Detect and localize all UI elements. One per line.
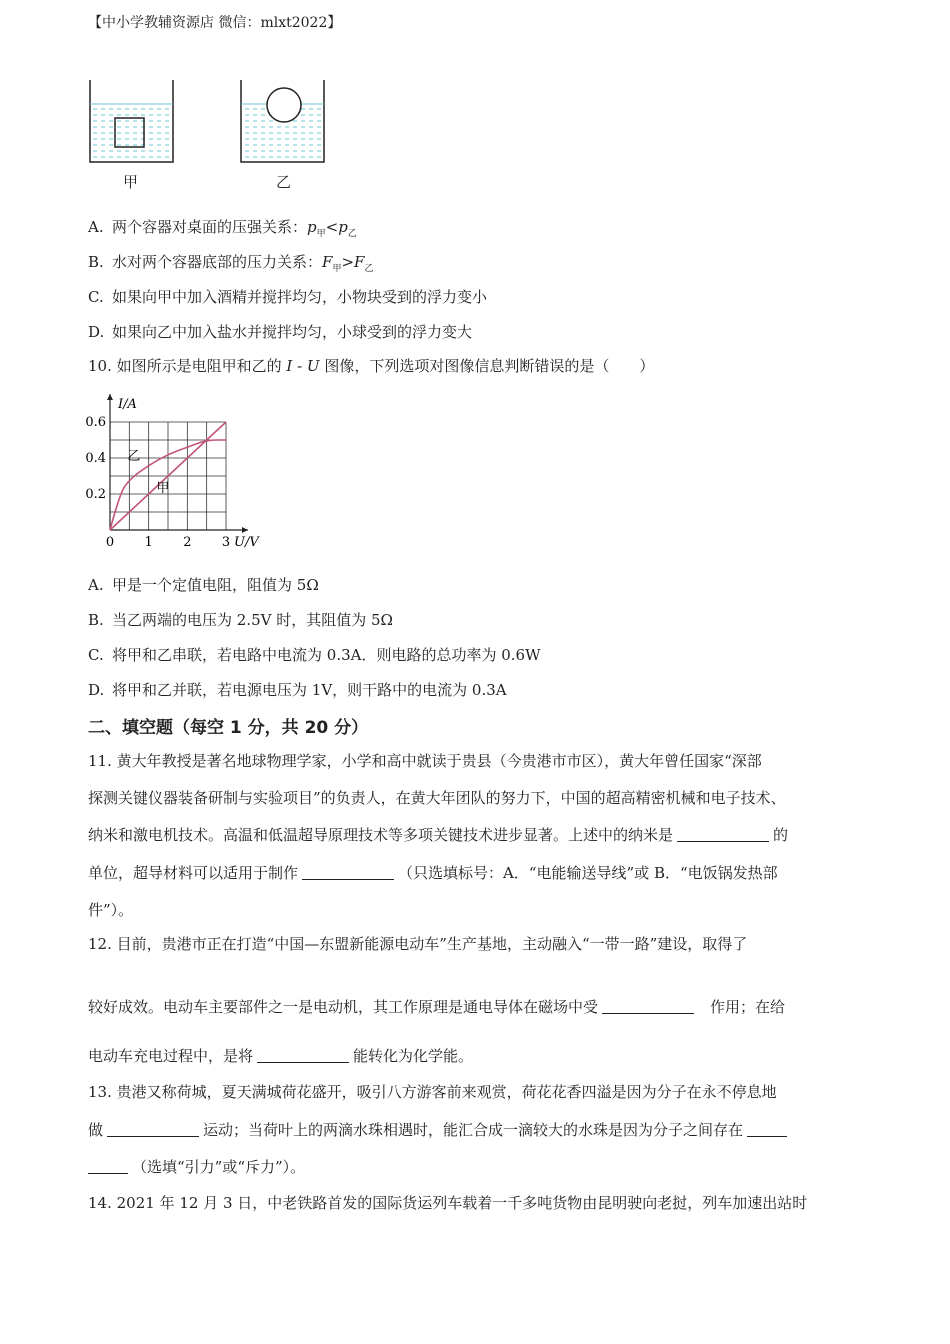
q14-line-1: 14. 2021 年 12 月 3 日，中老铁路首发的国际货运列车载着一千多吨货物由昆明驶向老挝，列车加速出站时 (88, 1194, 808, 1212)
x-tick-label: 0 (105, 535, 115, 550)
q13-line-2: 做 运动；当荷叶上的两滴水珠相遇时，能汇合成一滴较大的水珠是因为分子之间存在 (88, 1120, 791, 1140)
q9-option-d: D. 如果向乙中加入盐水并搅拌均匀，小球受到的浮力变大 (88, 323, 473, 341)
x-tick-label: 1 (144, 535, 153, 550)
q12-line-2: 较好成效。电动车主要部件之一是电动机，其工作原理是通电导体在磁场中受 作用；在给 (88, 998, 786, 1016)
y-tick-label: 0.2 (85, 487, 106, 502)
series-label-yi: 乙 (127, 449, 141, 464)
q9-option-a: A. 两个容器对桌面的压强关系：$p_甲<p_乙$ (88, 218, 357, 239)
q11-line-2: 探测关键仪器装备研制与实验项目”的负责人，在黄大年团队的努力下，中国的超高精密机械和电子技术、 (88, 789, 786, 807)
q12-line-1: 12. 目前，贵港市正在打造“中国—东盟新能源电动车”生产基地，主动融入“一带一路”建设，取得了 (88, 935, 748, 953)
q9-option-c: C. 如果向甲中加入酒精并搅拌均匀，小物块受到的浮力变小 (88, 288, 488, 306)
q11-line-1: 11. 黄大年教授是著名地球物理学家，小学和高中就读于贵县（今贵港市市区），黄大年曾任国家“深部 (88, 752, 762, 770)
iu-chart (84, 384, 284, 554)
answer-blank[interactable] (257, 1048, 349, 1063)
section-title: 二、填空题（每空 1 分，共 20 分） (88, 718, 369, 738)
x-tick-label: 2 (183, 535, 192, 550)
q10-option-c: C. 将甲和乙串联，若电路中电流为 0.3A．则电路的总功率为 0.6W (88, 646, 541, 664)
answer-blank[interactable] (107, 1122, 199, 1137)
container-yi (241, 80, 324, 162)
q10-option-a: A. 甲是一个定值电阻，阻值为 5Ω (88, 576, 319, 594)
answer-blank[interactable] (677, 827, 769, 842)
q9-option-b: B. 水对两个容器底部的压力关系：$F_甲>F_乙$ (88, 253, 374, 274)
answer-blank[interactable] (88, 1159, 128, 1174)
q13-line-1: 13. 贵港又称荷城，夏天满城荷花盛开，吸引八方游客前来观赏，荷花花香四溢是因为分子在永不停息地 (88, 1083, 777, 1101)
q10-option-b: B. 当乙两端的电压为 2.5V 时，其阻值为 5Ω (88, 611, 393, 629)
page-header: 【中小学教辅资源店 微信：mlxt2022】 (88, 15, 342, 31)
x-axis-label: U/V (234, 535, 259, 550)
answer-blank[interactable] (747, 1122, 787, 1137)
series-label-jia: 甲 (156, 481, 170, 496)
q12-line-3: 电动车充电过程中，是将 能转化为化学能。 (88, 1047, 474, 1065)
answer-blank[interactable] (602, 999, 694, 1014)
q10-stem: 10. 如图所示是电阻甲和乙的 I - U 图像，下列选项对图像信息判断错误的是（ ） (88, 357, 655, 375)
container-label-yi: 乙 (276, 173, 292, 191)
y-tick-label: 0.6 (85, 415, 106, 430)
q13-line-3: （选填“引力”或“斥力”）。 (88, 1157, 305, 1177)
y-axis-label: I/A (118, 397, 137, 412)
y-tick-label: 0.4 (85, 451, 106, 466)
ball-shape (267, 88, 301, 122)
answer-blank[interactable] (302, 865, 394, 880)
q10-option-d: D. 将甲和乙并联，若电源电压为 1V，则干路中的电流为 0.3A (88, 681, 507, 699)
container-jia (90, 80, 173, 162)
y-axis-arrow (107, 394, 113, 400)
q11-line-5: 件”）。 (88, 901, 134, 919)
container-label-jia: 甲 (123, 173, 139, 191)
x-axis-arrow (242, 527, 248, 533)
containers-figure (84, 76, 334, 196)
x-tick-label: 3 (221, 535, 231, 550)
q11-line-4: 单位，超导材料可以适用于制作 （只选填标号：A．“电能输送导线”或 B．“电饭锅发热部 (88, 864, 778, 882)
q11-line-3: 纳米和激电机技术。高温和低温超导原理技术等多项关键技术进步显著。上述中的纳米是 的 (88, 826, 789, 844)
